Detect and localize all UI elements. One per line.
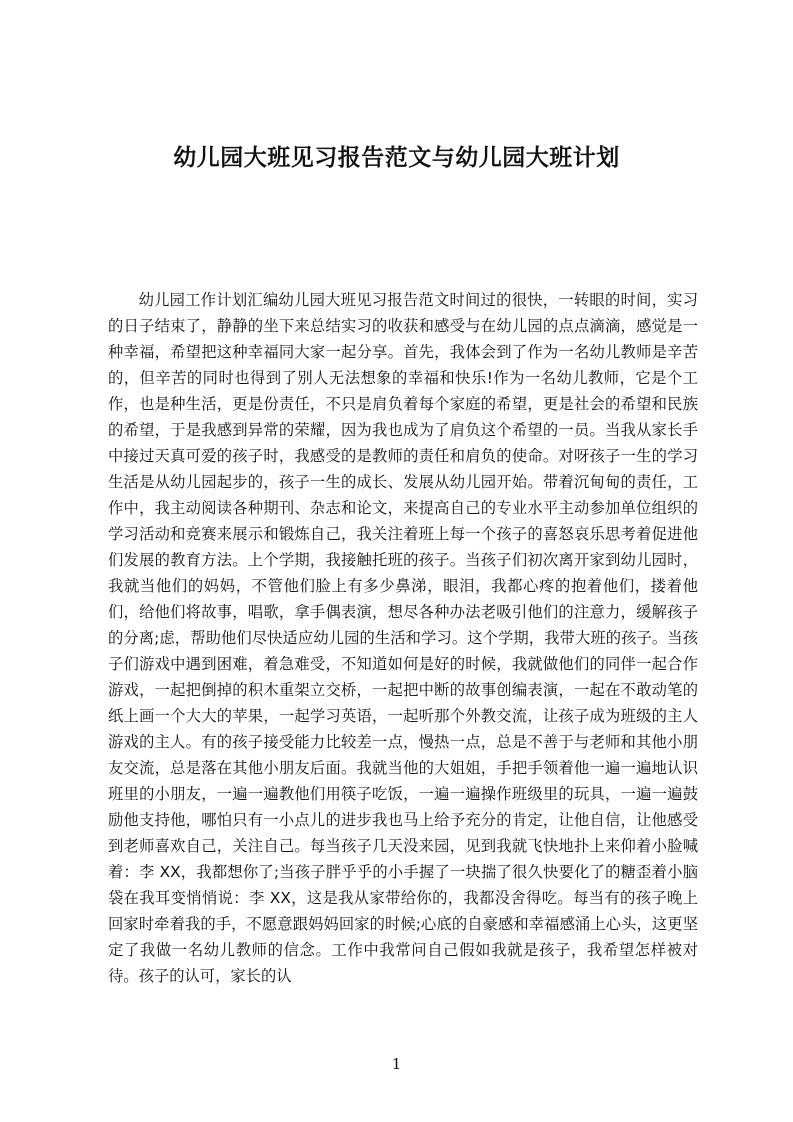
body-paragraph: 幼儿园工作计划汇编幼儿园大班见习报告范文时间过的很快，一转眼的时间，实习的日子结束了，静静的坐下来总结实习的收获和感受与在幼儿园的点点滴滴，感觉是一种幸福，希望把这种幸福同大家一起分享。首先，我体会到了作为一名幼儿教师是辛苦的，但辛苦的同时也得到了别人无法想象的幸福和快乐!作为一名幼儿教师，它是个工作，也是种生活，更是份责任，不只是肩负着每个家庭的希望，更是社会的希望和民族的希望，于是我感到异常的荣耀，因为我也成为了肩负这个希望的一员。当我从家长手中接过天真可爱的孩子时，我感受的是教师的责任和肩负的使命。对呀孩子一生的学习生活是从幼儿园起步的，孩子一生的成长、发展从幼儿园开始。带着沉甸甸的责任，工作中，我主动阅读各种期刊、杂志和论文，来提高自己的专业水平主动参加单位组织的学习活动和竞赛来展示和锻炼自己，我关注着班上每一个孩子的喜怒哀乐思考着促进他们发展的教育方法。上个学期，我接触托班的孩子。当孩子们初次离开家到幼儿园时，我就当他们的妈妈，不管他们脸上有多少鼻涕，眼泪，我都心疼的抱着他们，搂着他们，给他们将故事，唱歌，拿手偶表演，想尽各种办法老吸引他们的注意力，缓解孩子的分离;虑，帮助他们尽快适应幼儿园的生活和学习。这个学期，我带大班的孩子。当孩子们游戏中遇到困难，着急难受，不知道如何是好的时候，我就做他们的同伴一起合作游戏，一起把倒掉的积木重架立交桥，一起把中断的故事创编表演，一起在不敢动笔的纸上画一个大大的苹果，一起学习英语，一起听那个外教交流，让孩子成为班级的主人游戏的主人。有的孩子接受能力比较差一点，慢热一点，总是不善于与老师和其他小朋友交流，总是落在其他小朋友后面。我就当他的大姐姐，手把手领着他一遍一遍地认识班里的小朋友，一遍一遍教他们用筷子吃饭，一遍一遍操作班级里的玩具，一遍一遍鼓励他支持他，哪怕只有一小点儿的进步我也马上给予充分的肯定，让他自信，让他感受到老师喜欢自己，关注自己。每当孩子几天没来园，见到我就飞快地扑上来仰着小脸喊着：李 XX，我都想你了;当孩子胖乎乎的小手握了一块揣了很久快要化了的糖歪着小脑袋在我耳变悄悄说：李 XX，这是我从家带给你的，我都没舍得吃。每当有的孩子晚上回家时牵着我的手，不愿意跟妈妈回家的时候;心底的自豪感和幸福感涌上心头，这更坚定了我做一名幼儿教师的信念。工作中我常问自己假如我就是孩子，我希望怎样被对待。孩子的认可，家长的认 — [108, 291, 698, 985]
page-number: 1 — [391, 1055, 402, 1073]
document-title: 幼儿园大班见习报告范文与幼儿园大班计划 — [173, 145, 620, 171]
